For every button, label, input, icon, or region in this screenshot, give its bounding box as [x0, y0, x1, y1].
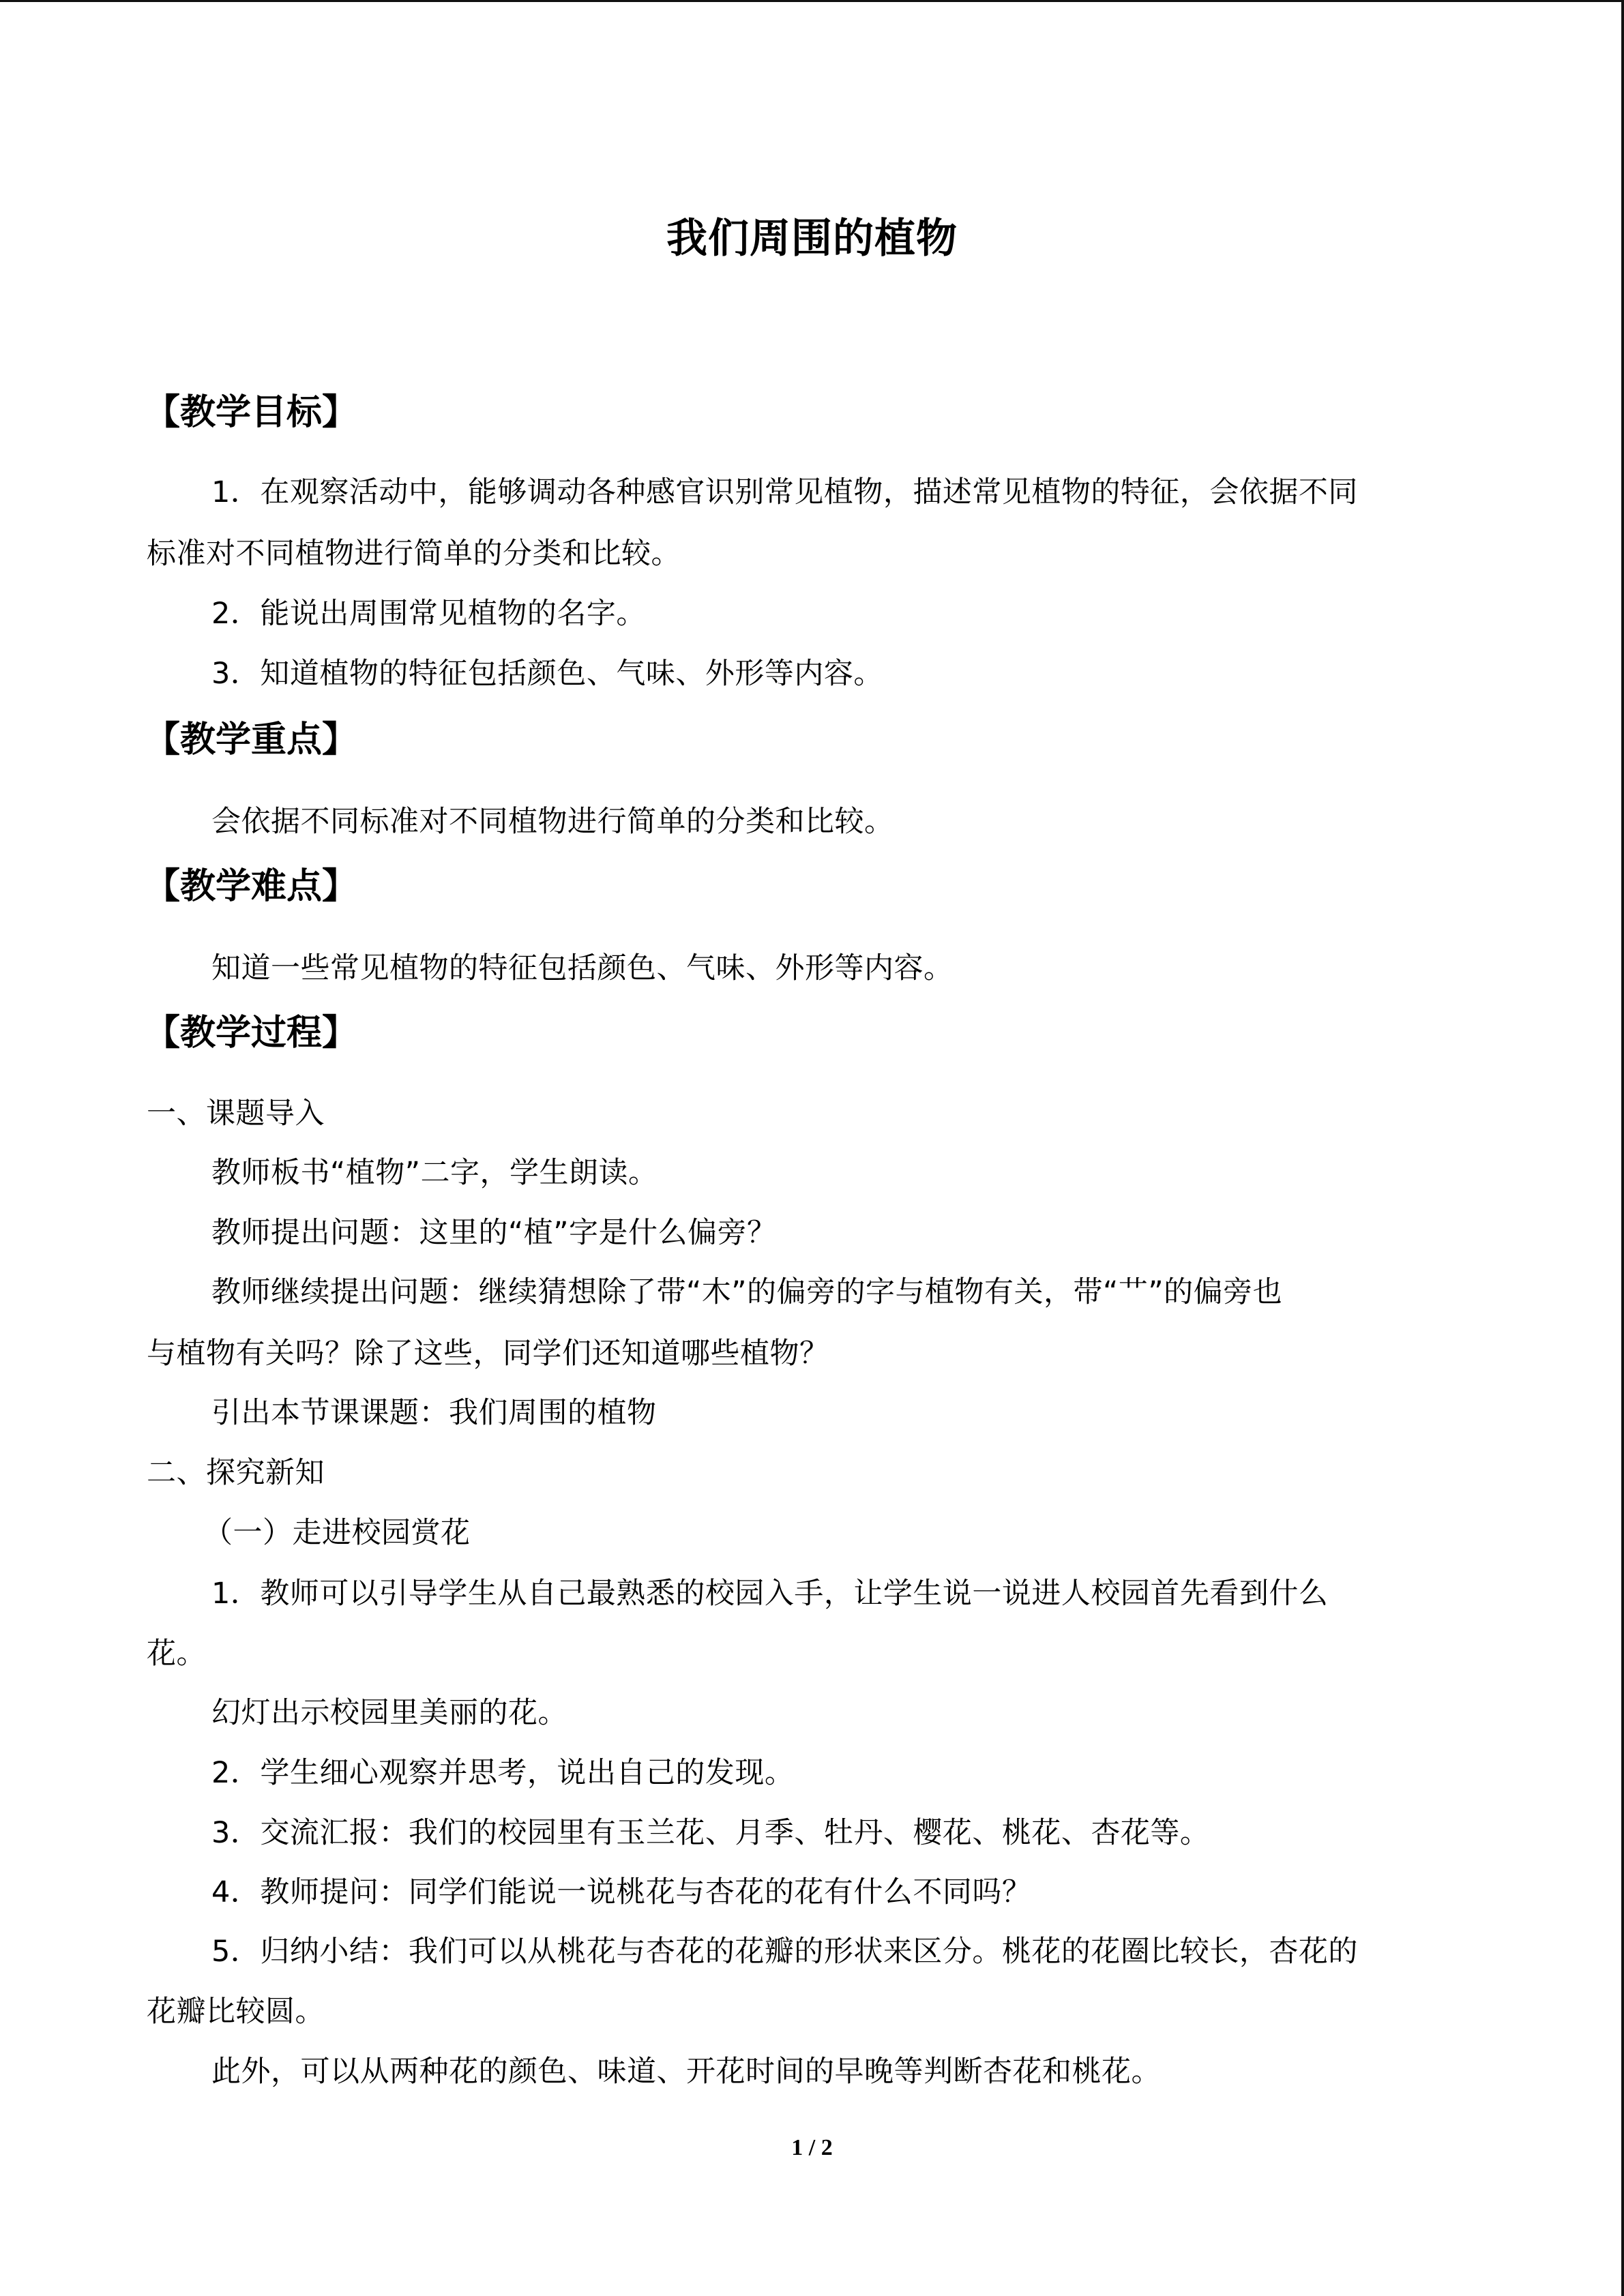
section-heading-objectives: 【教学目标】 [145, 392, 358, 433]
process-part1-paragraph: 教师提出问题：这里的“植”字是什么偏旁？ [211, 1216, 777, 1250]
key-points-text: 会依据不同标准对不同植物进行简单的分类和比较。 [211, 805, 894, 839]
process-part2-paragraph: 4．教师提问：同学们能说一说桃花与杏花的花有什么不同吗？ [211, 1875, 1032, 1909]
process-part1-paragraph: 与植物有关吗？除了这些，同学们还知道哪些植物？ [147, 1337, 829, 1371]
process-part2-paragraph: 幻灯出示校园里美丽的花。 [211, 1696, 567, 1730]
section-heading-process: 【教学过程】 [145, 1013, 358, 1054]
process-part2-paragraph: 3．交流汇报：我们的校园里有玉兰花、月季、牡丹、樱花、桃花、杏花等。 [211, 1816, 1210, 1850]
process-part2-paragraph: 花瓣比较圆。 [147, 1995, 325, 2029]
process-part2-paragraph: 1．教师可以引导学生从自己最熟悉的校园入手，让学生说一说进人校园首先看到什么 [211, 1577, 1329, 1611]
process-part1-paragraph: 引出本节课课题：我们周围的植物 [211, 1396, 657, 1430]
difficulties-text: 知道一些常见植物的特征包括颜色、气味、外形等内容。 [211, 951, 954, 985]
process-part2-paragraph: 2．学生细心观察并思考，说出自己的发现。 [211, 1756, 795, 1790]
objective-item-2: 2．能说出周围常见植物的名字。 [211, 597, 646, 631]
objective-item-1-line-2: 标准对不同植物进行简单的分类和比较。 [147, 537, 681, 571]
process-part2-paragraph: 此外，可以从两种花的颜色、味道、开花时间的早晚等判断杏花和桃花。 [211, 2055, 1161, 2089]
process-part1-heading: 一、课题导入 [147, 1097, 325, 1131]
objective-item-3: 3．知道植物的特征包括颜色、气味、外形等内容。 [211, 657, 883, 691]
objective-item-1-line-1: 1．在观察活动中，能够调动各种感官识别常见植物，描述常见植物的特征，会依据不同 [211, 475, 1358, 509]
process-part2-subheading: （一）走进校园赏花 [203, 1516, 471, 1550]
process-part2-heading: 二、探究新知 [147, 1456, 325, 1490]
section-heading-difficulties: 【教学难点】 [145, 866, 358, 907]
process-part2-paragraph: 5．归纳小结：我们可以从桃花与杏花的花瓣的形状来区分。桃花的花圈比较长，杏花的 [211, 1935, 1358, 1969]
process-part1-paragraph: 教师板书“植物”二字，学生朗读。 [211, 1156, 658, 1190]
process-part2-paragraph: 花。 [147, 1637, 206, 1671]
page-number: 1 / 2 [791, 2135, 833, 2160]
document-title: 我们周围的植物 [666, 215, 958, 263]
section-heading-key-points: 【教学重点】 [145, 719, 358, 760]
process-part1-paragraph: 教师继续提出问题：继续猜想除了带“木”的偏旁的字与植物有关，带“艹”的偏旁也 [211, 1275, 1283, 1309]
